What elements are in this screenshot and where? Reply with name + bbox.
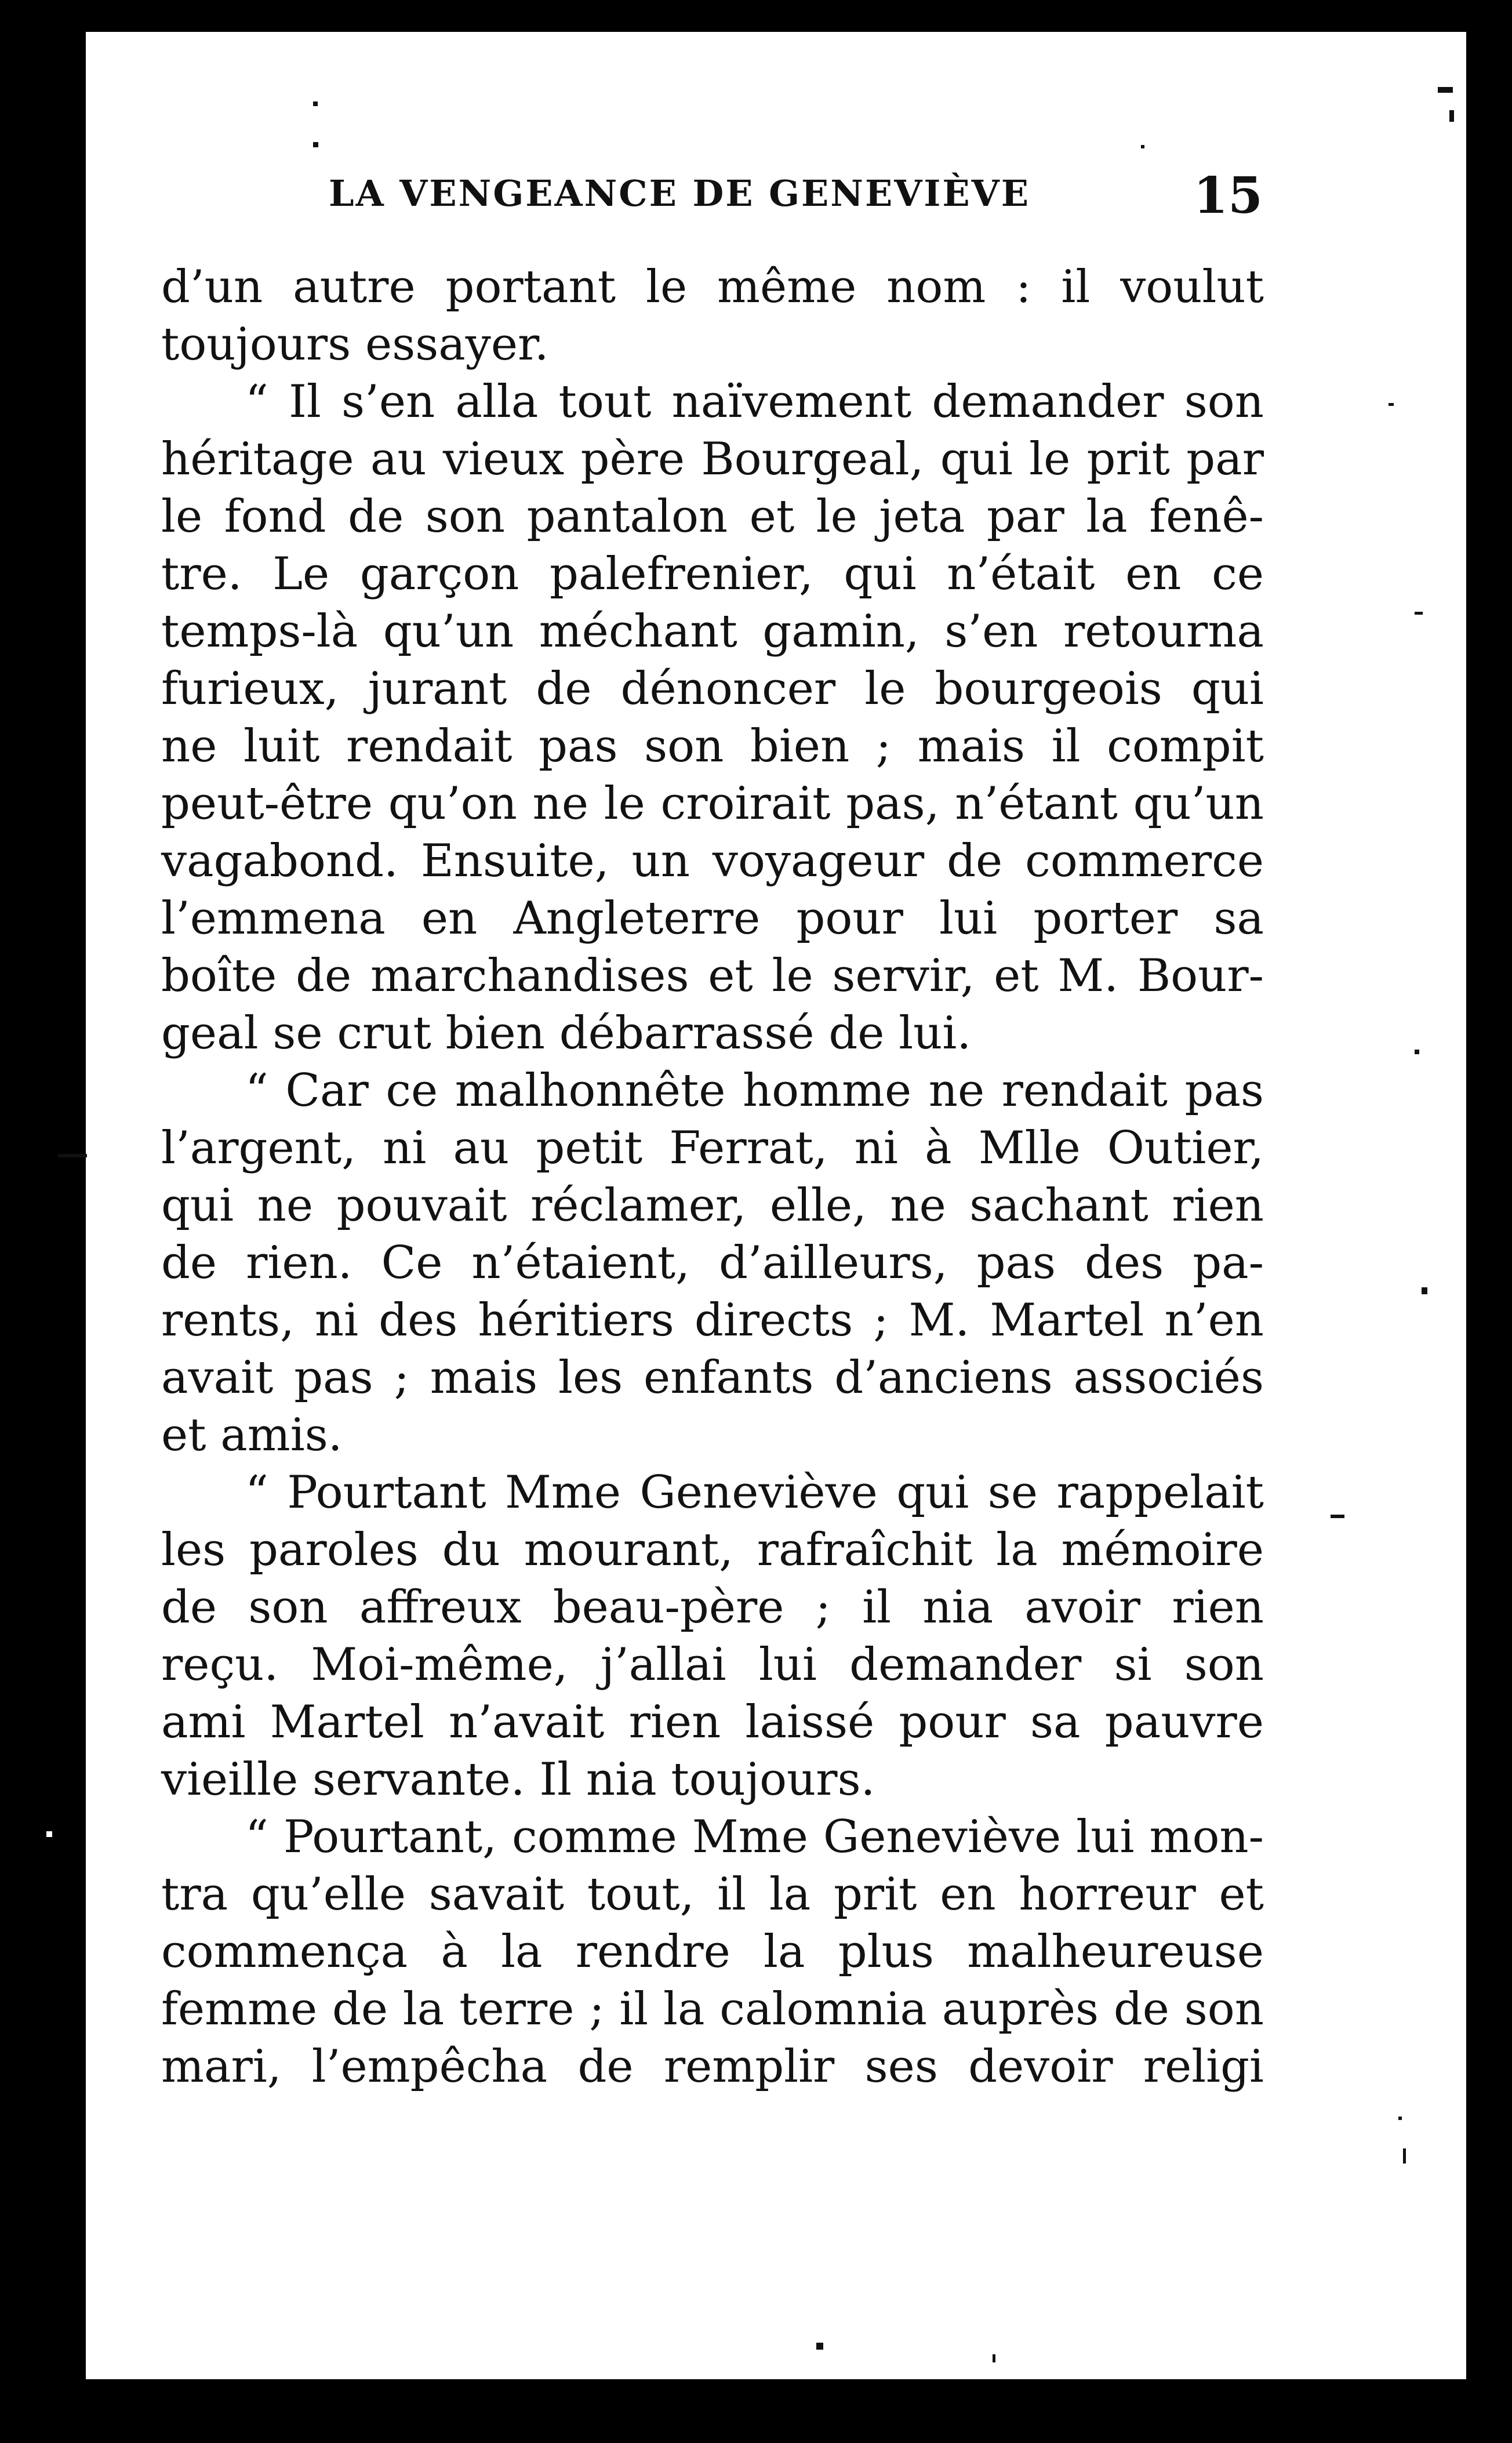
text-line: vieille servante. Il nia toujours.: [161, 1754, 875, 1806]
text-line: d’un autre portant le même nom : il voulut: [161, 261, 1264, 313]
text-line: reçu. Moi-même, j’allai lui demander si son: [161, 1639, 1264, 1691]
text-line: geal se crut bien débarrassé de lui.: [161, 1007, 972, 1059]
text-line: de son affreux beau-père ; il nia avoir rien: [161, 1581, 1264, 1633]
text-line: rents, ni des héritiers directs ; M. Martel n’en: [161, 1294, 1264, 1346]
text-line: avait pas ; mais les enfants d’anciens associés: [161, 1352, 1264, 1404]
scan-speck: [58, 1154, 87, 1157]
text-line: l’argent, ni au petit Ferrat, ni à Mlle Outier,: [161, 1122, 1264, 1174]
text-line: les paroles du mourant, rafraîchit la mémoire: [161, 1524, 1264, 1576]
scan-speck: [1415, 612, 1423, 615]
text-line: temps-là qu’un méchant gamin, s’en retourna: [161, 605, 1264, 658]
text-line: commença à la rendre la plus malheureuse: [161, 1926, 1264, 1978]
text-line: tre. Le garçon palefrenier, qui n’était en ce: [161, 548, 1264, 600]
text-line: vagabond. Ensuite, un voyageur de commerce: [161, 835, 1264, 887]
page-header: [229, 166, 1263, 225]
scan-speck: [1449, 110, 1454, 122]
scan-edge-mark: [46, 1831, 52, 1837]
text-line: ami Martel n’avait rien laissé pour sa pauvre: [161, 1696, 1264, 1748]
scan-speck: [816, 2343, 823, 2350]
text-line: peut-être qu’on ne le croirait pas, n’étant qu’un: [161, 778, 1264, 830]
body-text: [161, 259, 1264, 2096]
scan-speck: [1403, 2148, 1406, 2164]
text-line: toujours essayer.: [161, 318, 549, 371]
text-line: mari, l’empêcha de remplir ses devoir religi: [161, 2041, 1264, 2093]
scan-speck: [1415, 1050, 1419, 1054]
scan-speck: [313, 101, 318, 106]
text-line: de rien. Ce n’étaient, d’ailleurs, pas des pa-: [161, 1237, 1264, 1289]
text-line: “ Car ce malhonnête homme ne rendait pas: [245, 1065, 1264, 1117]
scan-speck: [1141, 145, 1144, 148]
text-line: “ Il s’en alla tout naïvement demander son: [245, 376, 1264, 428]
text-line: qui ne pouvait réclamer, elle, ne sachant rien: [161, 1179, 1264, 1232]
text-line: héritage au vieux père Bourgeal, qui le prit par: [161, 433, 1264, 485]
scan-speck: [993, 2354, 995, 2362]
scan-speck: [1438, 87, 1453, 93]
scan-speck: [1331, 1515, 1344, 1518]
scan-speck: [1398, 2117, 1402, 2120]
text-line: l’emmena en Angleterre pour lui porter sa: [161, 892, 1264, 945]
text-line: “ Pourtant Mme Geneviève qui se rappelait: [245, 1466, 1264, 1519]
scan-speck: [1422, 1287, 1427, 1294]
scan-speck: [1389, 403, 1394, 406]
text-line: femme de la terre ; il la calomnia auprès de son: [161, 1983, 1264, 2035]
text-line: tra qu’elle savait tout, il la prit en horreur et: [161, 1868, 1264, 1921]
text-line: ne luit rendait pas son bien ; mais il compit: [161, 720, 1264, 772]
text-line: “ Pourtant, comme Mme Geneviève lui mon-: [245, 1811, 1264, 1863]
scan-speck: [313, 142, 318, 147]
text-line: le fond de son pantalon et le jeta par la fenê-: [161, 491, 1264, 543]
text-line: furieux, jurant de dénoncer le bourgeois qui: [161, 663, 1264, 715]
running-title: LA VENGEANCE DE GENEVIÈVE: [329, 172, 1030, 215]
text-line: boîte de marchandises et le servir, et M. Bour-: [161, 950, 1264, 1002]
page-number: 15: [1193, 166, 1263, 225]
text-line: et amis.: [161, 1409, 343, 1461]
